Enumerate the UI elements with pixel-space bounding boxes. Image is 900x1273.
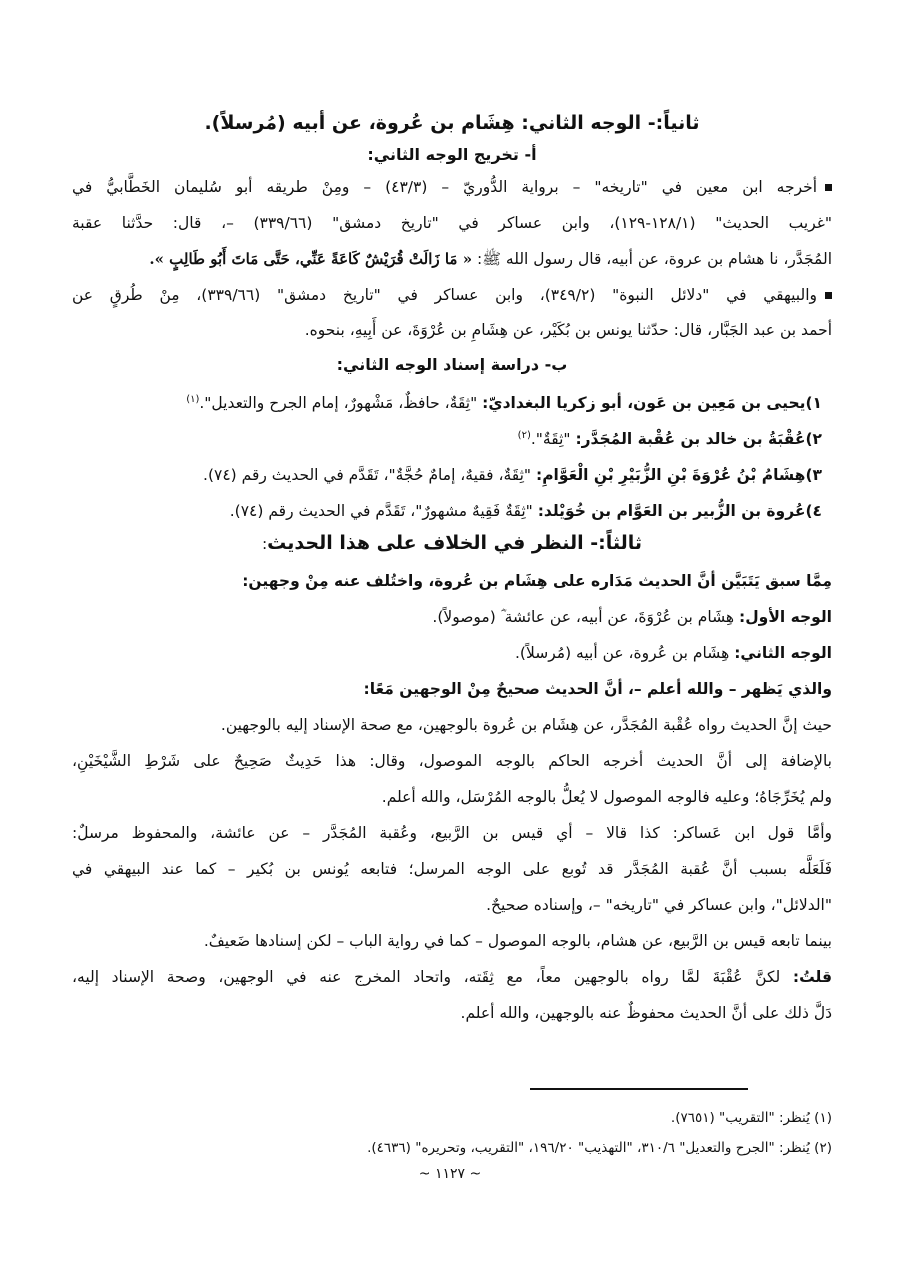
narrator-name: يحيى بن مَعِين بن عَون، أبو زكريا البغداديّ: xyxy=(482,394,806,412)
footnote-1: (١) يُنظر: "التقريب" (٧٦٥١). xyxy=(670,1110,832,1126)
qultu-line-1 xyxy=(72,966,832,988)
wajh2-label: الوجه الثاني: xyxy=(734,644,832,662)
qultu-label: قلتُ: xyxy=(792,968,832,986)
footnote-ref[interactable]: (١) xyxy=(186,393,200,405)
p1-line2: "غريب الحديث" (١٢٨/١-١٢٩)، وابن عساكر في "تاريخ دمشق" (٣٣٩/٦٦) –، قال: حدَّثنا عقبة xyxy=(72,214,832,232)
section3-title: ثالثاً:- النظر في الخلاف على هذا الحديث xyxy=(267,532,643,554)
p1-line3 xyxy=(72,248,832,270)
narrator-3 xyxy=(72,464,822,486)
narrator-num: ٢) xyxy=(805,430,822,448)
intro-line: مِمَّا سبق يَتَبَيَّن أنَّ الحديث مَدَاره على هِشَام بن عُروة، واختُلف عنه مِنْ وجهين: xyxy=(242,572,832,590)
narrator-name: عُروة بن الزُّبير بن العَوَّام بن خُوَيْلد: xyxy=(537,502,806,520)
narrator-name: هِشَامُ بْنُ عُرْوَةَ بْنِ الزُّبَيْرِ بْنِ الْعَوَّامِ: xyxy=(536,466,806,484)
wajh1-line xyxy=(72,606,832,628)
takhrij-title: أ- تخريج الوجه الثاني: xyxy=(367,145,537,164)
narrator-num: ١) xyxy=(805,394,822,412)
heading-rest: : هِشَام بن عُروة، عن أبيه (مُرسلاً). xyxy=(204,112,529,134)
bullet-icon xyxy=(825,292,832,299)
wajh2-text: هِشَام بن عُروة، عن أبيه (مُرسلاً). xyxy=(515,644,735,662)
conclusion-line: والذي يَظهر – والله أعلم –، أنَّ الحديث صحيحٌ مِنْ الوجهين مَعًا: xyxy=(363,680,832,698)
narrator-4 xyxy=(72,500,822,522)
wajh1-text: هِشَام بن عُرْوَةَ، عن أبيه، عن عائشة ؓ (موصولاً). xyxy=(432,608,740,626)
qultu-text: لكنَّ عُقْبَةَ لمَّا رواه بالوجهين معاً، مع ثِقَته، واتحاد المخرج عنه في الوجهين، وصحة الإسناد إليه، xyxy=(72,968,793,986)
narrator-name: عُقْبَةُ بن خالد بن عُقْبة المُجَدَّر: xyxy=(575,430,806,448)
wajh1-label: الوجه الأول: xyxy=(739,608,832,626)
narrator-desc: "ثِقَةٌ فَقِيهٌ مشهورٌ"، تَقَدَّم في الحديث رقم (٧٤). xyxy=(229,502,538,520)
bullet-icon xyxy=(825,184,832,191)
body-line-7: بينما تابعه قيس بن الرَّبيع، عن هشام، بالوجه الموصول – كما في رواية الباب – لكن إسنادها ضَعيفٌ. xyxy=(203,932,832,950)
section-heading xyxy=(72,112,832,135)
heading-prefix: ثانياً:- الوجه الثاني xyxy=(528,112,700,134)
page-number: ~ ١١٢٧ ~ xyxy=(418,1166,482,1182)
narrator-num: ٣) xyxy=(805,466,822,484)
p1-line1-text: أخرجه ابن معين في "تاريخه" – برواية الدُّوريّ – (٤٣/٣) – ومِنْ طريقه أبو سُليمان الخَطَّابيُّ في xyxy=(72,178,818,196)
wajh2-line xyxy=(72,642,832,664)
footnote-divider xyxy=(530,1088,748,1090)
qultu-line-2: دَلَّ ذلك على أنَّ الحديث محفوظٌ عنه بالوجهين، والله أعلم. xyxy=(460,1004,832,1022)
body-line-2: بالإضافة إلى أنَّ الحديث أخرجه الحاكم بالوجه الموصول، وقال: هذا حَدِيثٌ صَحِيحٌ على شَرْطِ الشَّيْخَيْنِ، xyxy=(72,752,832,770)
narrator-desc: "ثِقَةٌ، فقيهٌ، إمامٌ حُجَّةٌ"، تَقَدَّم في الحديث رقم (٧٤). xyxy=(203,466,536,484)
footnote-ref[interactable]: (٢) xyxy=(517,429,531,441)
narrator-desc: "ثِقَةٌ، حافظٌ، مَشْهورٌ، إمام الجرح والتعديل". xyxy=(199,394,483,412)
narrator-2 xyxy=(72,428,822,450)
body-line-1: حيث إنَّ الحديث رواه عُقْبة المُجَدَّر، عن هِشَام بن عُروة بالوجهين، مع صحة الإسناد إليه بالوجهين. xyxy=(220,716,832,734)
body-line-4: وأمَّا قول ابن عَساكر: كذا قالا – أي قيس بن الرَّبيع، وعُقبة المُجَدَّر – عن عائشة، والمحفوظ مرسلٌ: xyxy=(72,824,832,842)
narrator-num: ٤) xyxy=(805,502,822,520)
p1-line1 xyxy=(72,176,832,198)
hadith-text: « مَا زَالَتْ قُرَيْشٌ كَاعَةً عَنِّي، حَتَّى مَاتَ أَبُو طَالِبٍ ». xyxy=(149,250,473,268)
p2-line1-text: والبيهقي في "دلائل النبوة" (٣٤٩/٢)، وابن عساكر في "تاريخ دمشق" (٣٣٩/٦٦)، مِنْ طُرقٍ عن xyxy=(72,286,817,304)
p2-line1 xyxy=(72,284,832,306)
footnote-2: (٢) يُنظر: "الجرح والتعديل" ٣١٠/٦، "التهذيب" ١٩٦/٢٠، "التقريب، وتحريره" (٤٦٣٦). xyxy=(367,1140,832,1156)
p1-line3-text: المُجَدَّر، نا هشام بن عروة، عن أبيه، قال رسول الله ﷺ: xyxy=(477,250,832,268)
section3-heading xyxy=(72,532,832,555)
p2-line2: أحمد بن عبد الجَبَّار، قال: حدّثنا يونس بن بُكَيْر، عن هِشَامِ بن عُرْوَةَ، عن أَبِيهِ، بنحوه. xyxy=(304,321,832,339)
narrator-1 xyxy=(72,392,822,414)
body-line-5: فَلَعَلَّه بسبب أنَّ عُقبة المُجَدَّر قد تُوبع على الوجه المرسل؛ فتابعه يُونس بن بُكير – كما عند البيهقي في xyxy=(72,860,832,878)
body-line-6: "الدلائل"، وابن عساكر في "تاريخه" –، وإسناده صحيحٌ. xyxy=(486,896,832,914)
narrator-desc: "ثِقَةٌ". xyxy=(530,430,576,448)
body-line-3: ولم يُخَرِّجَاهُ؛ وعليه فالوجه الموصول لا يُعلُّ بالوجه المُرْسَل، والله أعلم. xyxy=(381,788,832,806)
dirasa-title: ب- دراسة إسناد الوجه الثاني: xyxy=(336,355,568,374)
section3-colon: : xyxy=(261,535,268,553)
